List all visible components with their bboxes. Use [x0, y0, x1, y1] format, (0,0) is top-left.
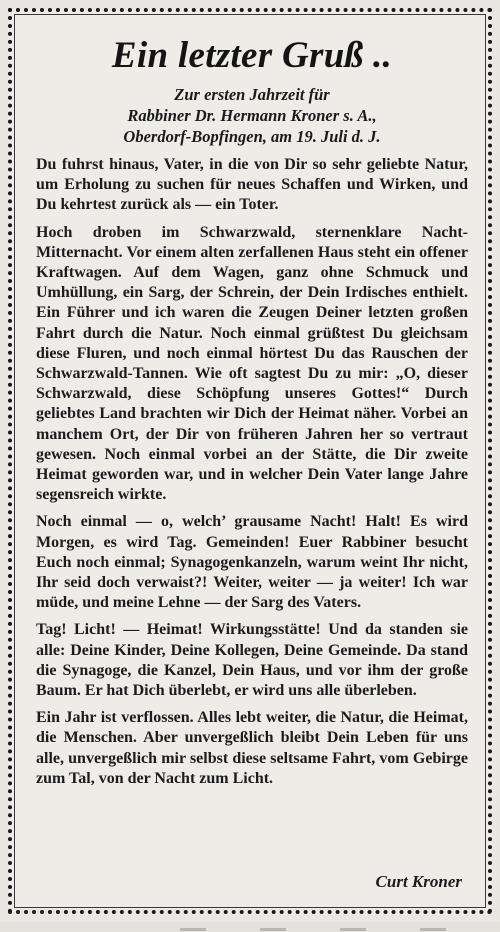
cut-text-fragment — [420, 928, 446, 931]
paragraph-2: Hoch droben im Schwarzwald, sternenklare Nacht-Mitternacht. Vor einem alten zerfallenen Haus steht ein offener Kraftwagen. Auf dem Wagen, ganz ohne Schmuck und Umhüllung, ein Sarg, der Schrein, der Dein Irdisches enthielt. Ein Führer und ich waren die Zeugen Deiner letzten großen Fahrt durch die Natur. Noch einmal grüßtest Du gleichsam diese Fluren, und noch einmal hörtest Du das Rauschen der Schwarzwald-Tannen. Wie oft sagtest Du zu mir: „O, dieser Schwarzwald, diese Schöpfung unseres Gottes!“ Durch geliebtes Land brachten wir Dich der Heimat näher. Vorbei an manchem Ort, der Dir von früheren Jahren her so vertraut gewesen. Noch einmal vorbei an der Stätte, die Dir zweite Heimat geworden war, und in welcher Dein Vater lange Jahre segensreich wirkte. — [36, 223, 468, 504]
page-edge — [0, 922, 500, 932]
article-frame — [8, 8, 492, 914]
cut-text-fragment — [260, 928, 286, 931]
paragraph-1: Du fuhrst hinaus, Vater, in die von Dir so sehr geliebte Natur, um Erholung zu suchen für neues Schaffen und Wirken, und Du kehrtest zurück als — ein Toter. — [36, 156, 468, 214]
article-body — [36, 34, 468, 892]
subtitle-line-3: Oberdorf-Bopfingen, am 19. Juli d. J. — [123, 127, 381, 146]
paragraph-4: Tag! Licht! — Heimat! Wirkungsstätte! Und da standen sie alle: Deine Kinder, Deine Kollegen, Deine Gemeinde. Da stand die Synagoge, die Kanzel, Dein Haus, und vor ihm der große Baum. Er hat Dich überlebt, er wird uns alle überleben. — [36, 621, 468, 700]
article-subtitle — [36, 84, 468, 147]
cut-text-fragment — [340, 928, 366, 931]
author-signature: Curt Kroner — [370, 872, 462, 892]
subtitle-line-2: Rabbiner Dr. Hermann Kroner s. A., — [127, 106, 377, 125]
article-title: Ein letzter Gruß .. — [111, 35, 393, 76]
cut-text-fragment — [180, 928, 206, 931]
paragraph-3: Noch einmal — o, welch’ grausame Nacht! Halt! Es wird Morgen, es wird Tag. Gemeinden! Euer Rabbiner besucht Euch noch einmal; Synagogenkanzeln, warum weint Ihr nicht, Ihr seid doch verwaist?! Weiter, weiter — ja weiter! Ich war müde, und meine Lehne — der Sarg des Vaters. — [36, 513, 468, 612]
paragraph-5: Ein Jahr ist verflossen. Alles lebt weiter, die Natur, die Heimat, die Menschen. Aber unvergeßlich bleibt Dein Leben für uns alle, unvergeßlich mir selbst diese seltsame Fahrt, vom Gebirge zum Tal, von der Nacht zum Licht. — [36, 709, 468, 787]
subtitle-line-1: Zur ersten Jahrzeit für — [174, 85, 330, 104]
